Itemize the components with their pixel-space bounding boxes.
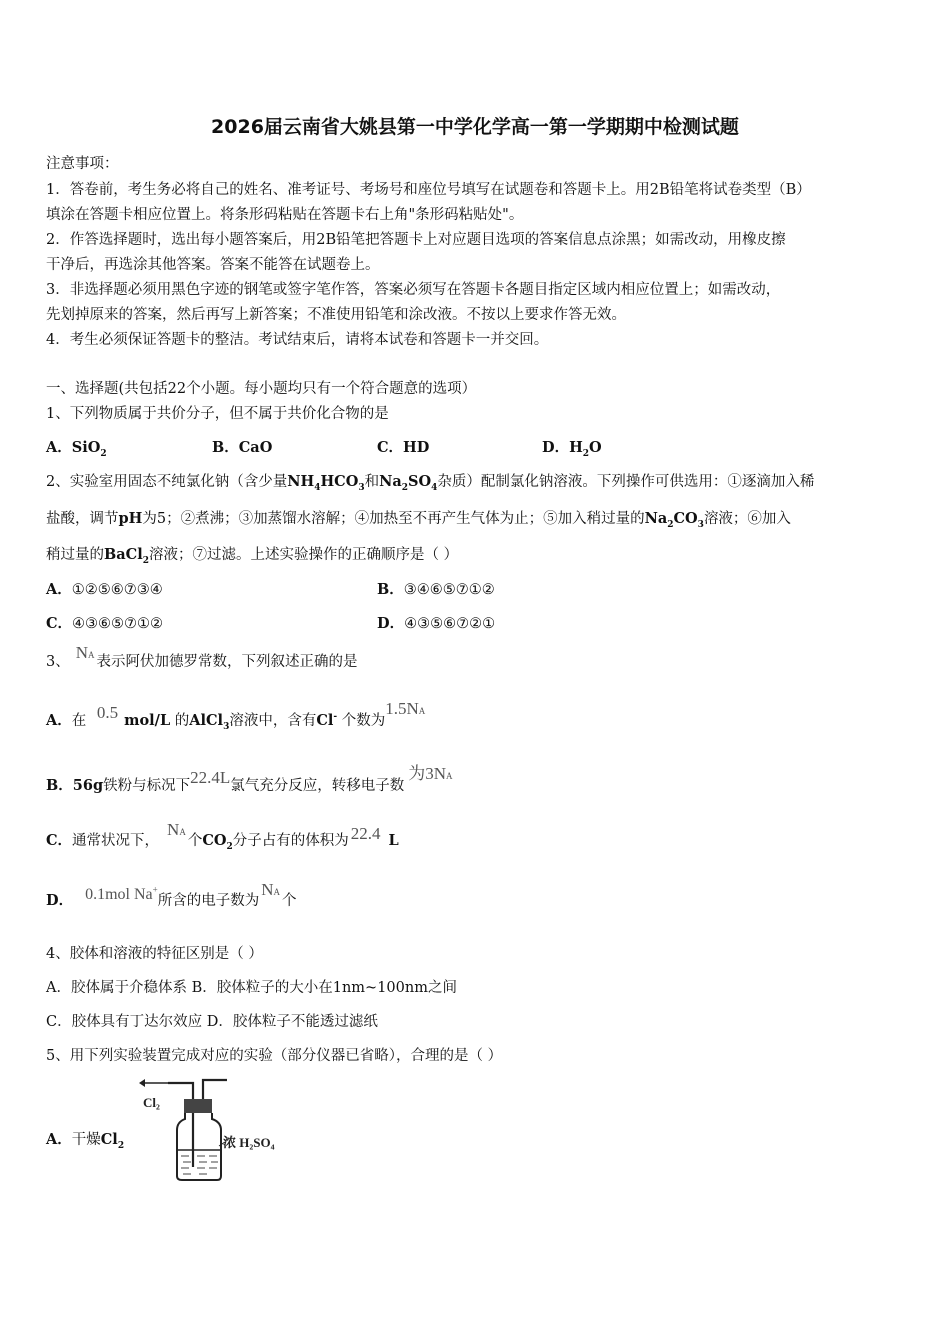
bottle-body — [177, 1113, 221, 1180]
q2-option-b: B．③④⑥⑤⑦①② — [377, 581, 495, 598]
avogadro-symbol: NA — [75, 643, 95, 662]
notice-line: 4．考生必须保证答题卡的整洁。考试结束后，请将本试卷和答题卡一并交回。 — [46, 332, 549, 348]
notice-heading: 注意事项： — [46, 156, 119, 172]
notice-line: 先划掉原来的答案，然后再写上新答案；不准使用铅笔和涂改液。不按以上要求作答无效。 — [46, 307, 626, 323]
q4-options-ab: A．胶体属于介稳体系 B．胶体粒子的大小在1nm~100nm之间 — [46, 980, 457, 996]
q5-stem: 5、用下列实验装置完成对应的实验（部分仪器已省略），合理的是（ ） — [46, 1048, 503, 1064]
gas-washing-bottle-figure — [135, 1072, 300, 1184]
q3-stem: 3、 NA 表示阿伏加德罗常数，下列叙述正确的是 — [46, 643, 358, 670]
q3-option-c: C．通常状况下，NA个$CO_2$分子占有的体积为 22.4 L — [46, 820, 399, 852]
q2-option-a: A．①②⑤⑥⑦③④ — [46, 581, 163, 598]
notice-line: 干净后，再选涂其他答案。答案不能答在试题卷上。 — [46, 257, 380, 273]
q3-option-b: B．56g铁粉与标况下22.4L氯气充分反应，转移电子数为3NA — [46, 764, 453, 794]
q2-option-d: D．④③⑤⑥⑦②① — [377, 615, 496, 632]
q1-option-d: D．$H_2O$ — [542, 439, 602, 459]
bottle-stopper — [184, 1099, 212, 1113]
q2-stem-line-3: 稍过量的BaCl$_2$溶液；⑦过滤。上述实验操作的正确顺序是（ ） — [46, 546, 459, 566]
q2-option-c: C．④③⑥⑤⑦①② — [46, 615, 164, 632]
q1-option-c: C．HD — [377, 439, 430, 456]
gas-flow-arrowhead — [139, 1079, 145, 1087]
q2-stem-line-1: 2、实验室用固态不纯氯化钠（含少量$NH_4HCO_3$和$Na_2SO_4$杂质）配制氯化钠溶液。下列操作可供选用：①逐滴加入稀 — [46, 473, 815, 493]
q1-option-a: A．SiO$_2$ — [46, 439, 107, 459]
notice-line: 2．作答选择题时，选出每小题答案后，用2B铅笔把答题卡上对应题目选项的答案信息点涂黑；如需改动，用橡皮擦 — [46, 232, 786, 248]
page-title: 2026届云南省大姚县第一中学化学高一第一学期期中检测试题 — [211, 116, 739, 138]
acid-label: 浓 H₂SO₄ — [223, 1135, 275, 1150]
section-heading: 一、选择题(共包括22个小题。每小题均只有一个符合题意的选项） — [46, 381, 477, 397]
q4-stem: 4、胶体和溶液的特征区别是（ ） — [46, 946, 263, 962]
q4-options-cd: C．胶体具有丁达尔效应 D．胶体粒子不能透过滤纸 — [46, 1014, 378, 1030]
q1-stem: 1、下列物质属于共价分子，但不属于共价化合物的是 — [46, 406, 389, 422]
notice-line: 填涂在答题卡相应位置上。将条形码粘贴在答题卡右上角"条形码粘贴处"。 — [46, 207, 524, 223]
notice-line: 3．非选择题必须用黑色字迹的钢笔或签字笔作答，答案必须写在答题卡各题目指定区域内相应位置上；如需改动， — [46, 282, 781, 298]
liquid-hatching — [181, 1156, 218, 1174]
q3-option-d: D． 0.1mol Na+所含的电子数为NA个 — [46, 880, 297, 909]
gas-label: Cl₂ — [143, 1095, 160, 1110]
q2-stem-line-2: 盐酸，调节pH为5；②煮沸；③加蒸馏水溶解；④加热至不再产生气体为止；⑤加入稍过量的$Na_2CO_3$溶液；⑥加入 — [46, 510, 791, 530]
q1-option-b: B．CaO — [212, 439, 273, 456]
q5-option-a: A．干燥$Cl_2$ — [46, 1131, 125, 1151]
q3-option-a: A．在 0.5 mol/L 的AlCl$_3$溶液中，含有Cl- 个数为1.5NA — [46, 699, 426, 732]
notice-line: 1．答卷前，考生务必将自己的姓名、准考证号、考场号和座位号填写在试题卷和答题卡上。用2B铅笔将试卷类型（B） — [46, 182, 811, 198]
inlet-tube — [168, 1083, 193, 1167]
